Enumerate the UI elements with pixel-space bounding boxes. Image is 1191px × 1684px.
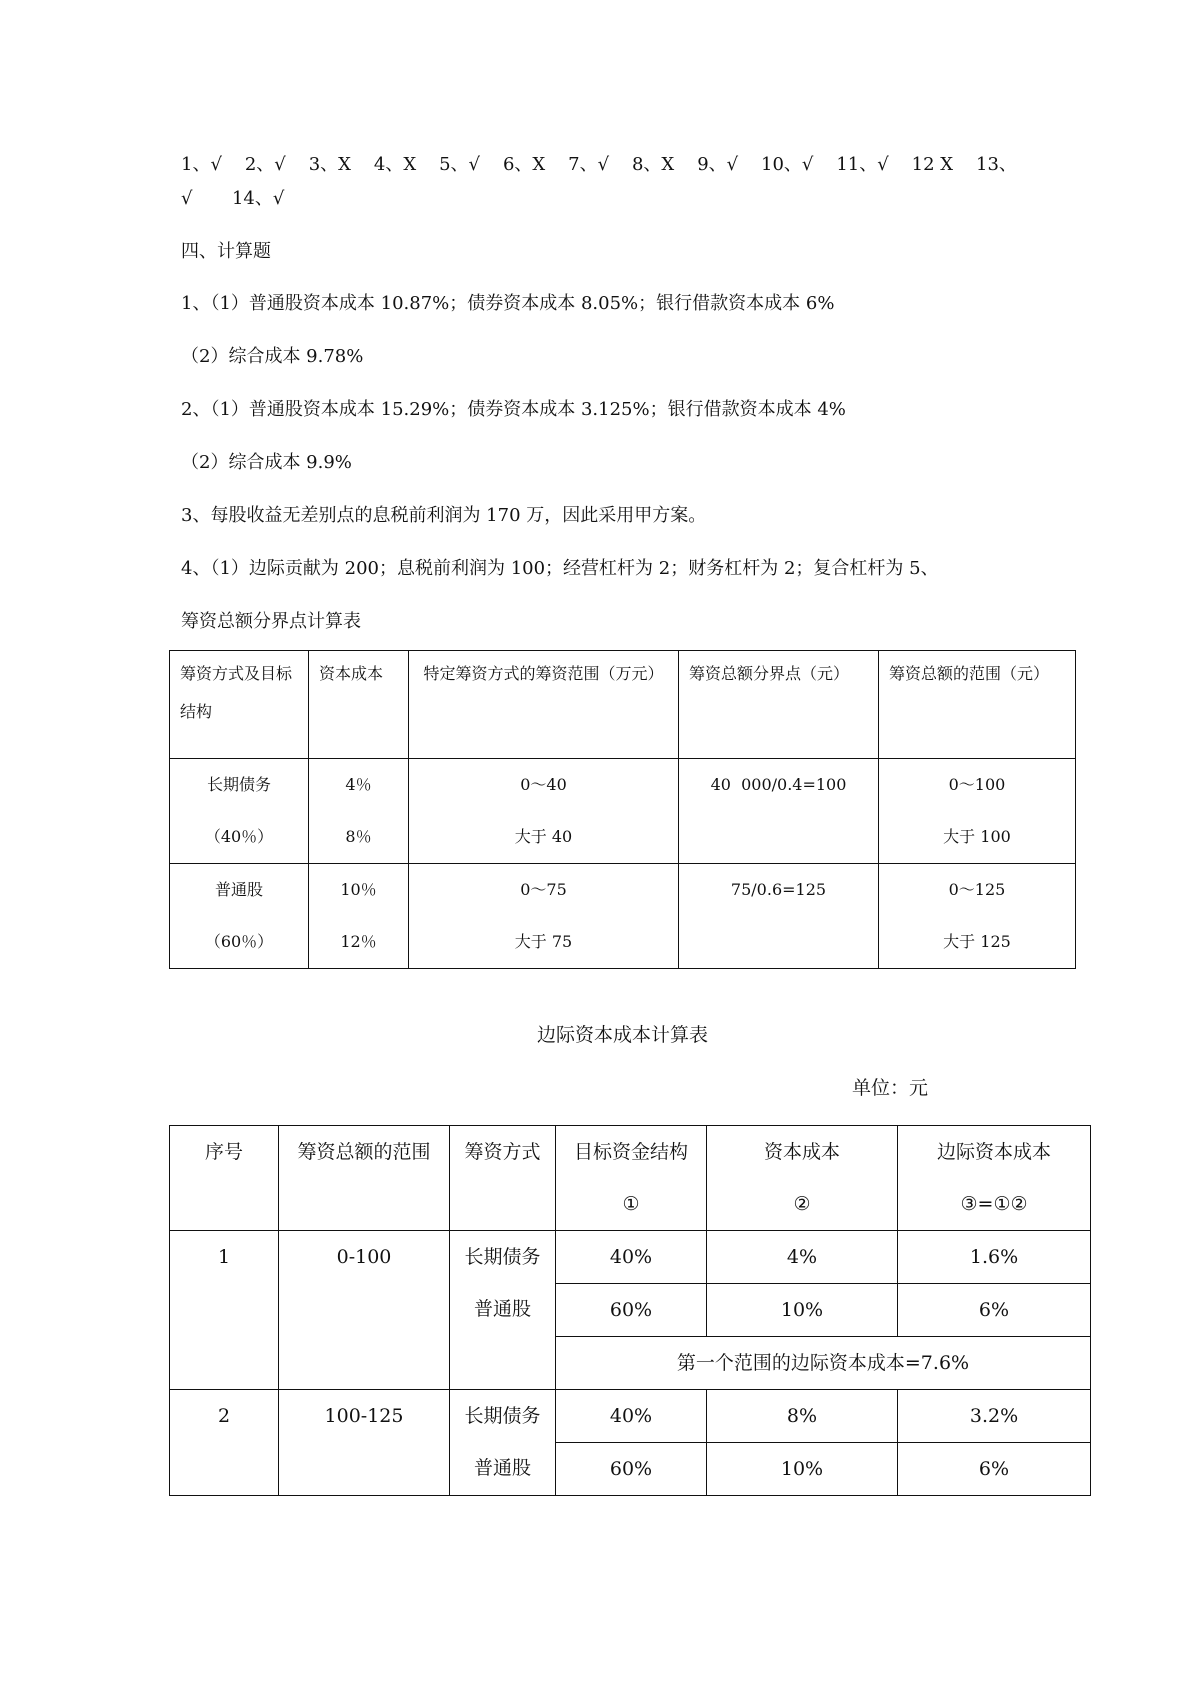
tf-answer: 7、√ — [568, 154, 610, 175]
table-row — [170, 759, 1076, 864]
cell-method — [450, 1231, 556, 1390]
cell-breakpoint — [679, 759, 879, 864]
cell-cost: 4% — [707, 1231, 898, 1284]
header-cell: 特定筹资方式的筹资范围（万元） — [409, 651, 679, 759]
cell-cost: 8% — [707, 1390, 898, 1443]
range-value: 0～75 — [520, 880, 567, 899]
header-marginal-mark: ③=①② — [960, 1193, 1028, 1215]
cell-cost — [309, 864, 409, 969]
tf-answer: 2、√ — [244, 154, 286, 175]
tf-answer: 1、√ — [181, 154, 222, 175]
table2-unit: 单位：元 — [852, 1077, 929, 1099]
header-cell: 筹资方式及目标结构 — [170, 651, 309, 759]
method-label: 长期债务 — [464, 1246, 541, 1268]
tf-answer: 6、X — [502, 154, 546, 175]
header-structure — [556, 1126, 707, 1231]
header-range: 筹资总额的范围 — [279, 1126, 450, 1231]
method-label: 普通股 — [214, 880, 263, 899]
range-value: 0～40 — [520, 775, 567, 794]
cell-cost: 10% — [707, 1443, 898, 1496]
header-cell: 筹资总额的范围（元） — [879, 651, 1076, 759]
breakpoint-value: 40 000/0.4=100 — [710, 775, 847, 794]
tf-answer: 4、X — [373, 154, 417, 175]
cost-value: 4％ — [345, 775, 372, 794]
answer-q3: 3、每股收益无差别点的息税前利润为 170 万，因此采用甲方案。 — [181, 505, 707, 526]
table-header-row — [170, 1126, 1091, 1231]
cell-range — [409, 864, 679, 969]
tf-answers-wrap-line — [181, 187, 284, 211]
header-marginal — [898, 1126, 1091, 1231]
cell-range: 0-100 — [279, 1231, 450, 1390]
cell-marginal: 6% — [898, 1443, 1091, 1496]
method-ratio: （60％） — [204, 932, 274, 951]
tf-answer: 8、X — [631, 154, 675, 175]
method-label: 长期债务 — [464, 1405, 541, 1427]
cell-marginal: 3.2% — [898, 1390, 1091, 1443]
cell-marginal: 1.6% — [898, 1231, 1091, 1284]
table1-caption: 筹资总额分界点计算表 — [181, 611, 361, 632]
cell-structure: 40% — [556, 1390, 707, 1443]
cell-structure: 40% — [556, 1231, 707, 1284]
breakpoint-value: 75/0.6=125 — [730, 880, 827, 899]
method-label: 普通股 — [473, 1298, 531, 1320]
table2-caption: 边际资本成本计算表 — [537, 1024, 709, 1046]
table-row — [170, 864, 1076, 969]
answer-q1-part2: （2）综合成本 9.78% — [181, 346, 364, 367]
tf-answer: 5、√ — [439, 154, 481, 175]
header-method: 筹资方式 — [450, 1126, 556, 1231]
header-cost — [707, 1126, 898, 1231]
range-value: 大于 40 — [514, 827, 573, 846]
table-row — [170, 1231, 1091, 1284]
header-structure-label: 目标资金结构 — [573, 1141, 688, 1163]
cell-range: 100-125 — [279, 1390, 450, 1496]
cell-structure: 60% — [556, 1284, 707, 1337]
cell-range — [409, 759, 679, 864]
answer-q1-part1: 1、（1）普通股资本成本 10.87%；债券资本成本 8.05%；银行借款资本成本 6% — [181, 293, 835, 314]
header-seq: 序号 — [170, 1126, 279, 1231]
breakpoint-table — [169, 650, 1076, 969]
method-ratio: （40％） — [204, 827, 274, 846]
cell-breakpoint — [679, 864, 879, 969]
cell-structure: 60% — [556, 1443, 707, 1496]
cell-cost — [309, 759, 409, 864]
cell-seq: 2 — [170, 1390, 279, 1496]
cell-total-range — [879, 759, 1076, 864]
total-range-value: 大于 125 — [943, 932, 1011, 951]
cell-marginal: 6% — [898, 1284, 1091, 1337]
cost-value: 10％ — [340, 880, 377, 899]
cell-method — [170, 759, 309, 864]
total-range-value: 0～125 — [948, 880, 1006, 899]
header-marginal-label: 边际资本成本 — [936, 1141, 1051, 1163]
cell-total-range — [879, 864, 1076, 969]
tf-answer: 11、√ — [836, 154, 889, 175]
cell-summary: 第一个范围的边际资本成本=7.6% — [556, 1337, 1091, 1390]
tf-answer: 10、√ — [761, 154, 814, 175]
header-cost-mark: ② — [793, 1193, 811, 1215]
cost-value: 8％ — [345, 827, 372, 846]
tf-answer: 14、√ — [231, 188, 285, 209]
cost-value: 12％ — [340, 932, 377, 951]
cell-seq: 1 — [170, 1231, 279, 1390]
tf-answer: 9、√ — [697, 154, 739, 175]
cell-method — [170, 864, 309, 969]
tf-answer: 13、 — [976, 154, 1017, 175]
cell-cost: 10% — [707, 1284, 898, 1337]
section-title: 四、计算题 — [181, 241, 271, 262]
header-cost-label: 资本成本 — [763, 1141, 840, 1163]
method-label: 普通股 — [473, 1457, 531, 1479]
table-row — [170, 1390, 1091, 1443]
total-range-value: 大于 100 — [943, 827, 1011, 846]
answer-q4-part1: 4、（1）边际贡献为 200；息税前利润为 100；经营杠杆为 2；财务杠杆为 2；复合杠杆为 5、 — [181, 558, 939, 579]
cell-method — [450, 1390, 556, 1496]
header-cell: 筹资总额分界点（元） — [679, 651, 879, 759]
answer-q2-part1: 2、（1）普通股资本成本 15.29%；债券资本成本 3.125%；银行借款资本成本 4% — [181, 399, 846, 420]
answer-q2-part2: （2）综合成本 9.9% — [181, 452, 352, 473]
marginal-cost-table — [169, 1125, 1091, 1496]
total-range-value: 0～100 — [948, 775, 1006, 794]
tf-answers-line — [181, 153, 1017, 177]
header-structure-mark: ① — [622, 1193, 640, 1215]
method-label: 长期债务 — [206, 775, 271, 794]
tf-answer: 12 X — [911, 154, 954, 175]
tf-answer: √ — [181, 188, 193, 209]
tf-answer: 3、X — [308, 154, 351, 175]
range-value: 大于 75 — [514, 932, 573, 951]
table-header-row — [170, 651, 1076, 759]
header-cell: 资本成本 — [309, 651, 409, 759]
